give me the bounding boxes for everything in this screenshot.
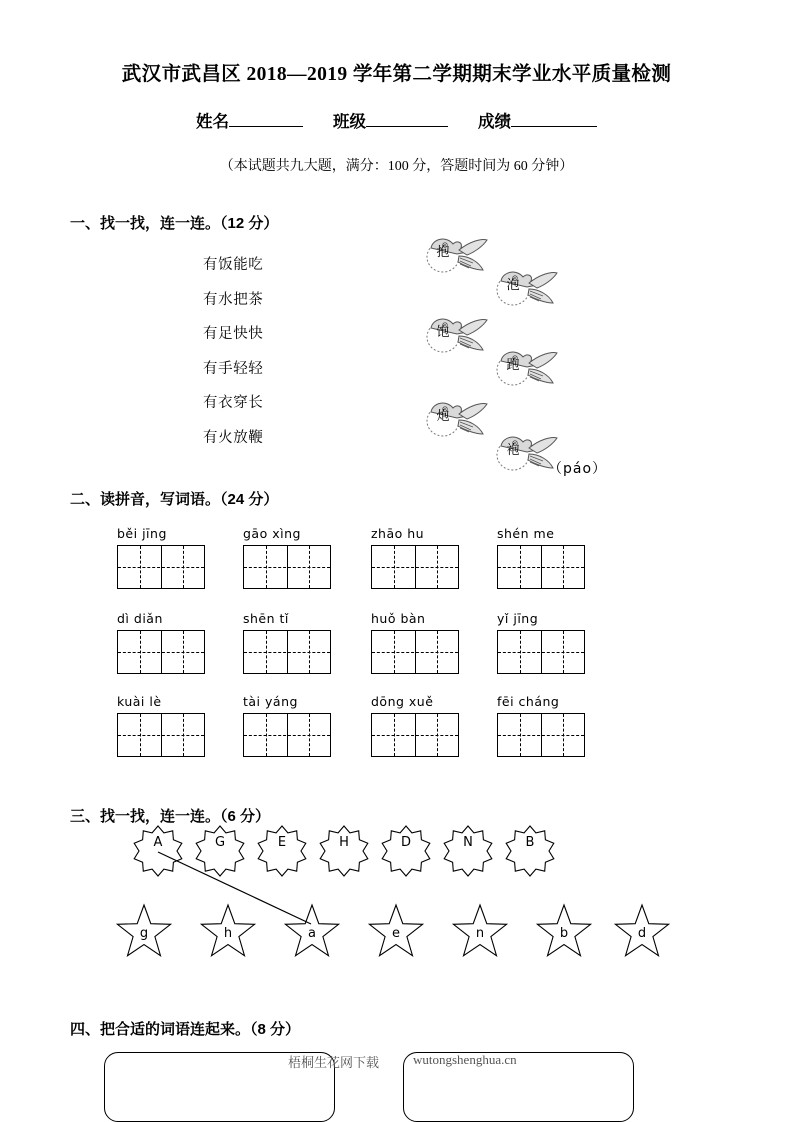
writing-grid-box[interactable] [497, 545, 585, 589]
section-3-heading: 三、找一找，连一连。（6 分） [70, 808, 271, 825]
watermark-chinese: 梧桐生花网下载 [288, 1055, 380, 1070]
writing-grid-box[interactable] [243, 630, 331, 674]
watermark-site: wutongshenghua.cn [413, 1052, 517, 1067]
fish-character: 跑 [506, 358, 520, 373]
uppercase-letter: D [400, 835, 411, 850]
uppercase-burst-shape[interactable] [437, 820, 499, 882]
uppercase-letter: E [277, 835, 287, 850]
fish-character: 抱 [436, 245, 450, 260]
pinyin-label: dōng xuě [371, 694, 434, 709]
uppercase-burst-shape[interactable] [251, 820, 313, 882]
phrase-item[interactable]: 有火放鞭 [203, 429, 264, 446]
lowercase-letter: d [637, 926, 647, 941]
pinyin-label: yǐ jīng [497, 611, 539, 626]
phrase-item[interactable]: 有手轻轻 [203, 360, 264, 377]
uppercase-burst-shape[interactable] [313, 820, 375, 882]
uppercase-burst-shape[interactable] [189, 820, 251, 882]
section-4-heading: 四、把合适的词语连起来。（8 分） [70, 1021, 301, 1038]
pinyin-label: shēn tǐ [243, 611, 289, 626]
fish-icon[interactable] [493, 345, 559, 389]
uppercase-letter: N [463, 835, 473, 850]
lowercase-letter: b [559, 926, 569, 941]
uppercase-burst-shape[interactable] [499, 820, 561, 882]
writing-grid-box[interactable] [243, 545, 331, 589]
pinyin-label: běi jīng [117, 526, 167, 541]
uppercase-burst-shape[interactable] [375, 820, 437, 882]
section-2-heading: 二、读拼音，写词语。（24 分） [70, 491, 279, 508]
class-field[interactable] [366, 126, 448, 127]
pinyin-label: kuài lè [117, 694, 162, 709]
fish-icon[interactable] [423, 396, 489, 440]
lowercase-star-shape[interactable] [611, 900, 673, 962]
phrase-item[interactable]: 有足快快 [203, 326, 264, 342]
fish-character: 炮 [436, 409, 450, 424]
fish-character: 袍 [506, 443, 520, 458]
pao-pinyin-label: （páo） [548, 461, 608, 477]
page-title: 武汉市武昌区 2018—2019 学年第二学期期末学业水平质量检测 [121, 64, 672, 85]
score-field[interactable] [511, 126, 597, 127]
uppercase-burst-shape[interactable] [127, 820, 189, 882]
writing-grid-box[interactable] [371, 713, 459, 757]
uppercase-letter: A [153, 835, 163, 850]
uppercase-letter: H [339, 835, 349, 850]
pinyin-label: huǒ bàn [371, 611, 426, 626]
fish-icon[interactable] [493, 265, 559, 309]
pinyin-label: zhāo hu [371, 526, 425, 541]
lowercase-letter: e [392, 926, 400, 941]
uppercase-letter: G [214, 835, 226, 850]
pinyin-label: dì diǎn [117, 611, 163, 626]
lowercase-star-shape[interactable] [449, 900, 511, 962]
fish-character: 泡 [506, 278, 520, 293]
writing-grid-box[interactable] [117, 630, 205, 674]
writing-grid-box[interactable] [117, 545, 205, 589]
lowercase-letter: n [475, 926, 485, 941]
pinyin-label: fēi cháng [497, 694, 560, 709]
pinyin-label: gāo xìng [243, 526, 301, 541]
class-label: 班级 [333, 112, 366, 131]
lowercase-letter: g [139, 926, 149, 941]
lowercase-star-shape[interactable] [365, 900, 427, 962]
lowercase-star-shape[interactable] [533, 900, 595, 962]
writing-grid-box[interactable] [371, 630, 459, 674]
phrase-item[interactable]: 有衣穿长 [203, 395, 264, 411]
name-label: 姓名 [196, 112, 229, 131]
exam-instructions: （本试题共九大题，满分：100 分，答题时间为 60 分钟） [219, 159, 574, 174]
pinyin-label: shén me [497, 526, 555, 541]
lowercase-star-shape[interactable] [281, 900, 343, 962]
name-field[interactable] [229, 126, 303, 127]
lowercase-star-shape[interactable] [197, 900, 259, 962]
lowercase-letter: a [308, 926, 316, 941]
uppercase-letter: B [525, 835, 535, 850]
writing-grid-box[interactable] [371, 545, 459, 589]
fish-character: 饱 [436, 325, 450, 340]
lowercase-star-shape[interactable] [113, 900, 175, 962]
fish-icon[interactable] [423, 312, 489, 356]
section-1-phrase-list [203, 248, 263, 455]
student-info-line [0, 108, 793, 132]
section-1-heading: 一、找一找，连一连。（12 分） [70, 215, 279, 232]
pinyin-label: tài yáng [243, 694, 298, 709]
phrase-item[interactable]: 有水把茶 [203, 291, 264, 308]
writing-grid-box[interactable] [497, 713, 585, 757]
writing-grid-box[interactable] [243, 713, 331, 757]
phrase-item[interactable]: 有饭能吃 [203, 257, 264, 273]
fish-icon[interactable] [423, 232, 489, 276]
writing-grid-box[interactable] [117, 713, 205, 757]
lowercase-letter: h [223, 926, 233, 941]
writing-grid-box[interactable] [497, 630, 585, 674]
score-label: 成绩 [478, 112, 511, 131]
